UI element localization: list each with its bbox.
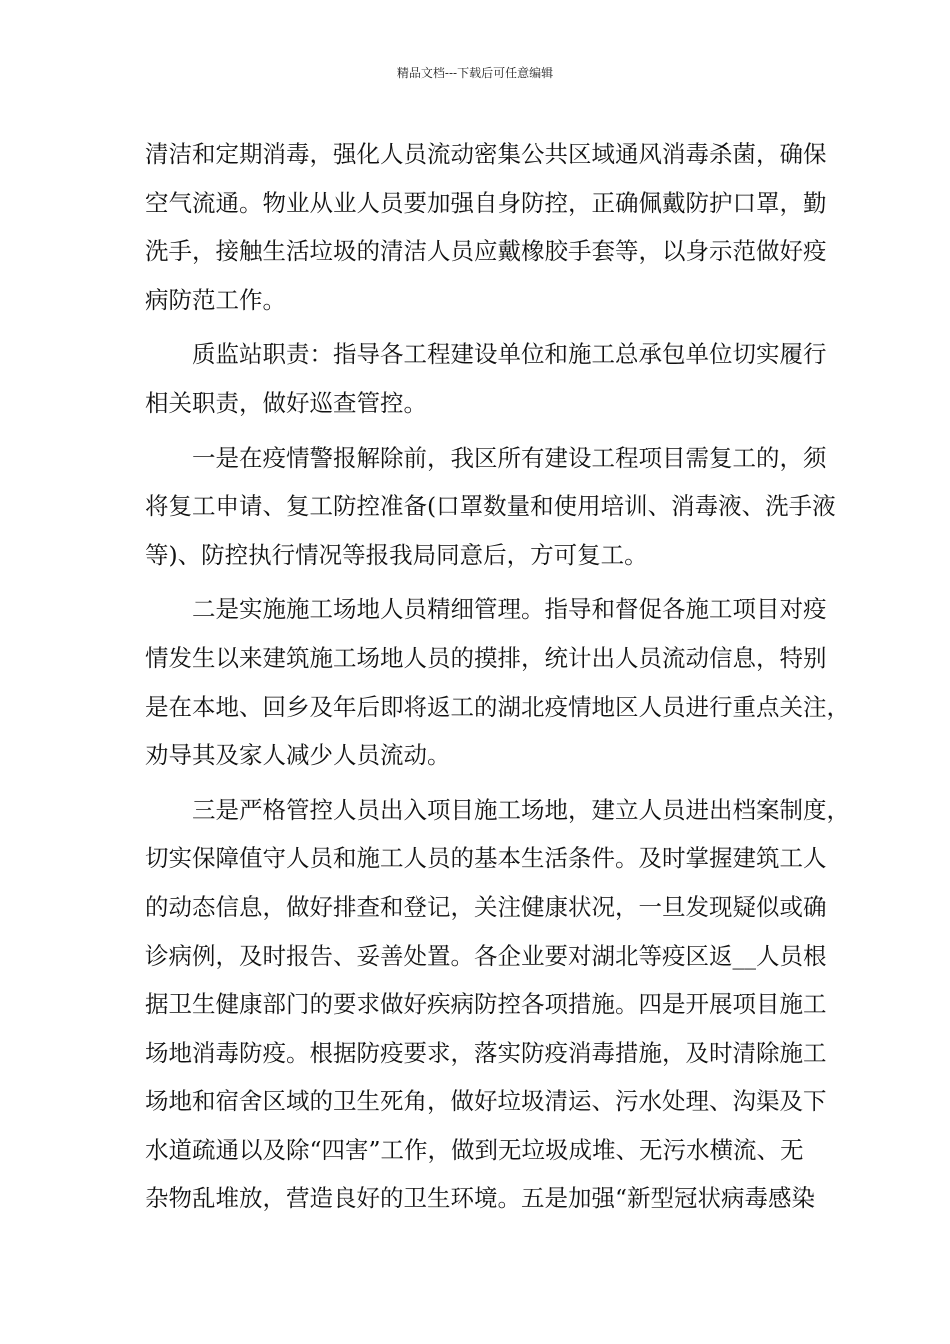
text-line: 一是在疫情警报解除前，我区所有建设工程项目需复工的，须 xyxy=(192,443,827,472)
text-line: 等)、防控执行情况等报我局同意后，方可复工。 xyxy=(145,540,648,569)
text-line: 病防范工作。 xyxy=(145,285,286,314)
paragraph xyxy=(145,585,850,779)
document-body xyxy=(145,130,850,1223)
paragraph xyxy=(145,130,835,324)
text-line: 据卫生健康部门的要求做好疾病防控各项措施。四是开展项目施工 xyxy=(145,990,827,1019)
text-line: 清洁和定期消毒，强化人员流动密集公共区域通风消毒杀菌，确保 xyxy=(145,140,827,168)
page-header: 精品文档---下载后可任意编辑 xyxy=(396,66,554,80)
text-line: 诊病例，及时报告、妥善处置。各企业要对湖北等疫区返__人员根 xyxy=(145,941,827,970)
text-line: 情发生以来建筑施工场地人员的摸排，统计出人员流动信息，特别 xyxy=(145,643,827,672)
text-line: 杂物乱堆放，营造良好的卫生环境。五是加强“新型冠状病毒感染 xyxy=(145,1184,816,1213)
text-line: 三是严格管控人员出入项目施工场地，建立人员进出档案制度， xyxy=(192,795,850,824)
text-line: 是在本地、回乡及年后即将返工的湖北疫情地区人员进行重点关注， xyxy=(145,692,850,721)
text-line: 洗手，接触生活垃圾的清洁人员应戴橡胶手套等，以身示范做好疫 xyxy=(145,237,827,266)
text-line: 水道疏通以及除“四害”工作，做到无垃圾成堆、无污水横流、无 xyxy=(145,1135,804,1164)
text-line: 二是实施施工场地人员精细管理。指导和督促各施工项目对疫 xyxy=(192,595,827,624)
text-line: 质监站职责：指导各工程建设单位和施工总承包单位切实履行 xyxy=(192,340,827,369)
paragraph xyxy=(145,434,835,580)
text-line: 的动态信息，做好排查和登记，关注健康状况，一旦发现疑似或确 xyxy=(145,892,827,921)
paragraph xyxy=(145,786,850,1223)
text-line: 场地消毒防疫。根据防疫要求，落实防疫消毒措施，及时清除施工 xyxy=(145,1038,827,1067)
text-line: 切实保障值守人员和施工人员的基本生活条件。及时掌握建筑工人 xyxy=(145,844,827,873)
text-line: 场地和宿舍区域的卫生死角，做好垃圾清运、污水处理、沟渠及下 xyxy=(145,1087,827,1116)
text-line: 空气流通。物业从业人员要加强自身防控，正确佩戴防护口罩，勤 xyxy=(145,188,827,217)
text-line: 将复工申请、复工防控准备(口罩数量和使用培训、消毒液、洗手液 xyxy=(145,492,836,521)
paragraph xyxy=(145,330,835,427)
text-line: 相关职责，做好巡查管控。 xyxy=(145,388,427,417)
text-line: 劝导其及家人减少人员流动。 xyxy=(145,741,451,770)
